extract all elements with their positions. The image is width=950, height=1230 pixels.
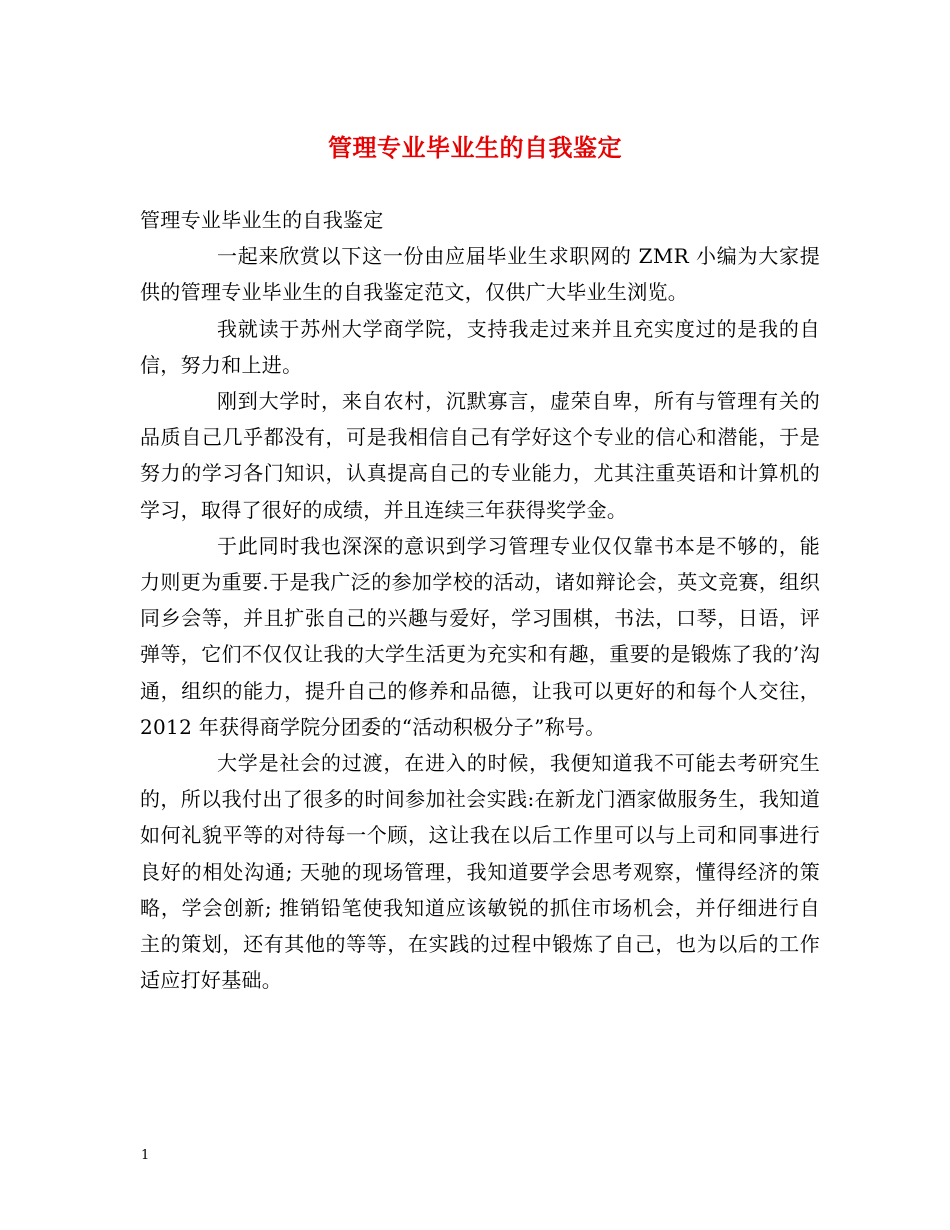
paragraph-practice: 大学是社会的过渡，在进入的时候，我便知道我不可能去考研究生的，所以我付出了很多的时间参加社会实践:在新龙门酒家做服务生，我知道如何礼貌平等的对待每一个顾，这让我在以后工作里可以与上司和同事进行良好的相处沟通; 天驰的现场管理，我知道要学会思考观察，懂得经济的策略，学会创新; 推销铅笔使我知道应该敏锐的抓住市场机会，并仔细进行自主的策划，还有其他的等等，在实践的过程中锻炼了自己，也为以后的工作适应打好基础。 bbox=[140, 751, 820, 993]
paragraph-study: 刚到大学时，来自农村，沉默寡言，虚荣自卑，所有与管理有关的品质自己几乎都没有，可是我相信自己有学好这个专业的信心和潜能，于是努力的学习各门知识，认真提高自己的专业能力，尤其注重英语和计算机的学习，取得了很好的成绩，并且连续三年获得奖学金。 bbox=[140, 389, 820, 522]
document-title: 管理专业毕业生的自我鉴定 bbox=[328, 133, 622, 162]
paragraph-intro: 一起来欣赏以下这一份由应届毕业生求职网的 ZMR 小编为大家提供的管理专业毕业生的自我鉴定范文，仅供广大毕业生浏览。 bbox=[140, 244, 820, 305]
page-number: 1 bbox=[141, 1148, 150, 1163]
document-body bbox=[140, 202, 820, 998]
document-subtitle: 管理专业毕业生的自我鉴定 bbox=[140, 208, 384, 232]
paragraph-school: 我就读于苏州大学商学院，支持我走过来并且充实度过的是我的自信，努力和上进。 bbox=[140, 316, 820, 377]
paragraph-activities: 于此同时我也深深的意识到学习管理专业仅仅靠书本是不够的，能力则更为重要.于是我广泛的参加学校的活动，诸如辩论会，英文竞赛，组织同乡会等，并且扩张自己的兴趣与爱好，学习围棋，书法，口琴，日语，评弹等，它们不仅仅让我的大学生活更为充实和有趣，重要的是锻炼了我的’沟通，组织的能力，提升自己的修养和品德，让我可以更好的和每个人交往，2012 年获得商学院分团委的“活动积极分子”称号。 bbox=[140, 533, 820, 739]
